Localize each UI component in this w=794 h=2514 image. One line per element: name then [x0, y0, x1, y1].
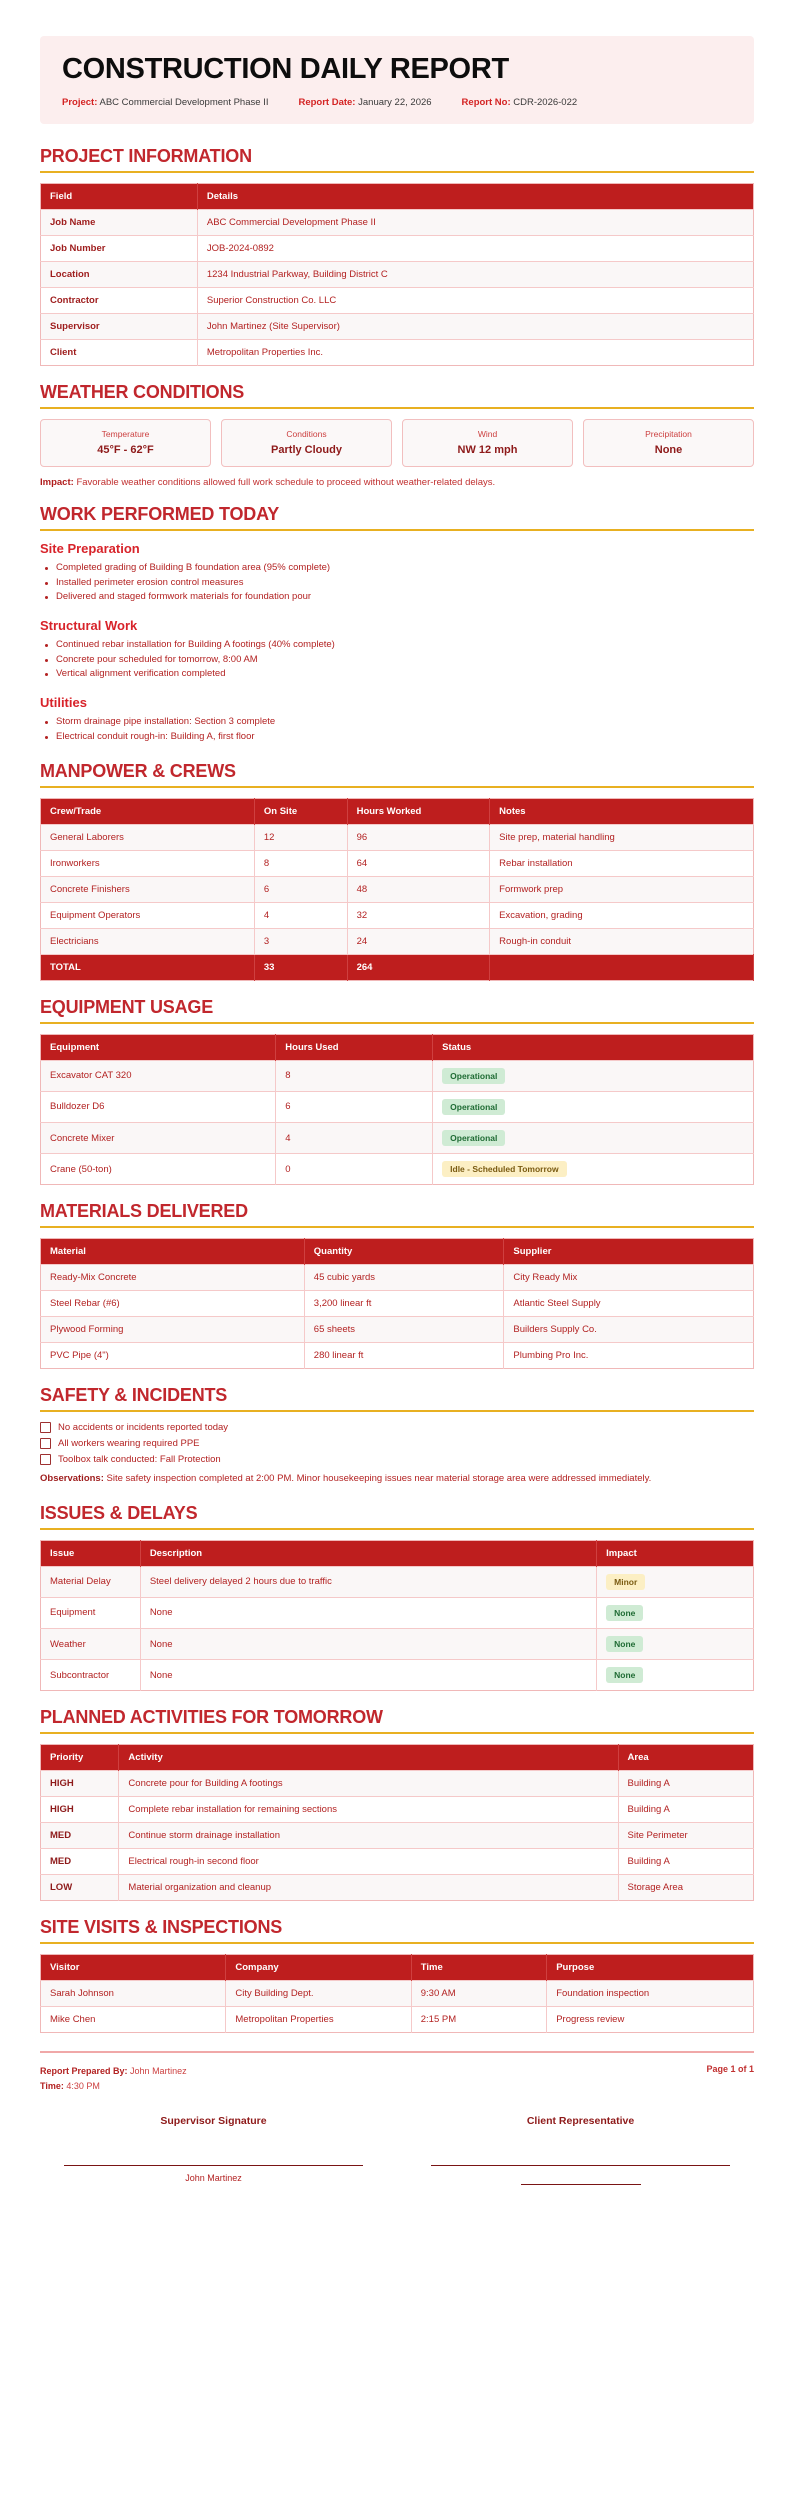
- visit-time: 9:30 AM: [411, 1981, 546, 2007]
- section-planned-activities: [40, 1707, 754, 1901]
- issue-impact: [597, 1660, 754, 1691]
- section-title-issues: ISSUES & DELAYS: [40, 1503, 754, 1530]
- material-supplier: Plumbing Pro Inc.: [504, 1343, 754, 1369]
- report-meta-row: [62, 97, 732, 108]
- col-notes: Notes: [490, 798, 754, 824]
- activity-description: Material organization and cleanup: [119, 1875, 618, 1901]
- equipment-name: Crane (50-ton): [41, 1154, 276, 1185]
- supervisor-signature-name: John Martinez: [185, 2173, 242, 2184]
- manpower-total-label: TOTAL: [41, 954, 255, 980]
- equipment-hours: 0: [276, 1154, 433, 1185]
- section-project-information: [40, 146, 754, 366]
- meta-report-date-value: January 22, 2026: [358, 96, 432, 108]
- manpower-body: [41, 824, 754, 980]
- status-badge: Idle - Scheduled Tomorrow: [442, 1161, 566, 1177]
- visits-body: [41, 1981, 754, 2033]
- section-title-planned: PLANNED ACTIVITIES FOR TOMORROW: [40, 1707, 754, 1734]
- visit-time: 2:15 PM: [411, 2007, 546, 2033]
- issue-description: Steel delivery delayed 2 hours due to traffic: [140, 1566, 596, 1597]
- work-group-title: Structural Work: [40, 618, 138, 634]
- manpower-table: [40, 798, 754, 981]
- status-badge: Operational: [442, 1099, 505, 1115]
- status-badge: Minor: [606, 1574, 645, 1590]
- supervisor-signature-line[interactable]: [64, 2165, 363, 2166]
- checkbox-icon[interactable]: [40, 1422, 51, 1433]
- activity-area: Storage Area: [618, 1875, 753, 1901]
- col-priority: Priority: [41, 1745, 119, 1771]
- materials-body: [41, 1265, 754, 1369]
- meta-project-label: Project:: [62, 96, 98, 108]
- table-row: [41, 1265, 754, 1291]
- table-row: [41, 261, 754, 287]
- project-info-details: ABC Commercial Development Phase II: [197, 209, 753, 235]
- manpower-hours: 32: [347, 902, 490, 928]
- safety-check-label: Toolbox talk conducted: Fall Protection: [58, 1454, 221, 1466]
- visitor-name: Sarah Johnson: [41, 1981, 226, 2007]
- project-information-table: [40, 183, 754, 366]
- project-info-details: John Martinez (Site Supervisor): [197, 313, 753, 339]
- project-info-details: Metropolitan Properties Inc.: [197, 339, 753, 365]
- material-supplier: City Ready Mix: [504, 1265, 754, 1291]
- equipment-status: [433, 1060, 754, 1091]
- meta-report-no: [462, 97, 578, 108]
- manpower-hours: 64: [347, 850, 490, 876]
- table-row: [41, 1660, 754, 1691]
- report-footer: [40, 2051, 754, 2225]
- table-row: [41, 928, 754, 954]
- weather-card-value: Partly Cloudy: [271, 443, 342, 456]
- table-row: [41, 1154, 754, 1185]
- manpower-crew: General Laborers: [41, 824, 255, 850]
- footer-top-row: [40, 2064, 754, 2093]
- manpower-crew: Electricians: [41, 928, 255, 954]
- status-badge: None: [606, 1605, 643, 1621]
- project-info-details: JOB-2024-0892: [197, 235, 753, 261]
- section-title-visits: SITE VISITS & INSPECTIONS: [40, 1917, 754, 1944]
- activity-priority: MED: [41, 1823, 119, 1849]
- manpower-notes: Formwork prep: [490, 876, 754, 902]
- col-issue: Issue: [41, 1540, 141, 1566]
- footer-spacer: [40, 2185, 754, 2225]
- table-row: [41, 1771, 754, 1797]
- observations-label: Observations:: [40, 1473, 104, 1485]
- list-item: Electrical conduit rough-in: Building A, first floor: [40, 730, 754, 745]
- material-quantity: 3,200 linear ft: [304, 1291, 504, 1317]
- list-item: Completed grading of Building B foundation area (95% complete): [40, 561, 754, 576]
- manpower-hours: 96: [347, 824, 490, 850]
- material-quantity: 45 cubic yards: [304, 1265, 504, 1291]
- col-hours-worked: Hours Worked: [347, 798, 490, 824]
- meta-report-no-label: Report No:: [461, 96, 511, 108]
- footer-prepared-block: [40, 2064, 187, 2093]
- table-row: [41, 1566, 754, 1597]
- section-title-weather: WEATHER CONDITIONS: [40, 382, 754, 409]
- table-row: [41, 339, 754, 365]
- work-group: [40, 695, 754, 744]
- issue-impact: [597, 1566, 754, 1597]
- table-row: [41, 850, 754, 876]
- page-title: CONSTRUCTION DAILY REPORT: [62, 53, 509, 85]
- manpower-notes: Rough-in conduit: [490, 928, 754, 954]
- material-supplier: Builders Supply Co.: [504, 1317, 754, 1343]
- work-item-list: [40, 715, 754, 744]
- client-signature-block: [417, 2115, 744, 2185]
- material-name: Ready-Mix Concrete: [41, 1265, 305, 1291]
- weather-card-value: 45°F - 62°F: [97, 443, 154, 456]
- page-number: Page 1 of 1: [706, 2064, 754, 2075]
- meta-project: [62, 97, 268, 108]
- manpower-total-row: [41, 954, 754, 980]
- col-company: Company: [226, 1955, 411, 1981]
- manpower-crew: Ironworkers: [41, 850, 255, 876]
- section-site-visits: [40, 1917, 754, 2033]
- weather-card-value: None: [654, 443, 683, 456]
- safety-check-row[interactable]: [40, 1438, 754, 1449]
- weather-card-label: Wind: [477, 428, 498, 439]
- weather-card: [221, 419, 392, 467]
- visitor-company: City Building Dept.: [226, 1981, 411, 2007]
- activity-description: Concrete pour for Building A footings: [119, 1771, 618, 1797]
- table-header-row: [41, 1034, 754, 1060]
- work-groups-container: [40, 541, 754, 745]
- issue-name: Equipment: [41, 1597, 141, 1628]
- col-time: Time: [411, 1955, 546, 1981]
- project-info-field: Supervisor: [41, 313, 198, 339]
- col-on-site: On Site: [254, 798, 347, 824]
- safety-checklist: [40, 1422, 754, 1465]
- col-area: Area: [618, 1745, 753, 1771]
- col-equipment: Equipment: [41, 1034, 276, 1060]
- checkbox-icon[interactable]: [40, 1438, 51, 1449]
- col-material: Material: [41, 1239, 305, 1265]
- visitor-company: Metropolitan Properties: [226, 2007, 411, 2033]
- section-equipment-usage: [40, 997, 754, 1186]
- activity-area: Site Perimeter: [618, 1823, 753, 1849]
- col-status: Status: [433, 1034, 754, 1060]
- weather-card-label: Precipitation: [645, 428, 692, 439]
- activity-priority: MED: [41, 1849, 119, 1875]
- table-header-row: [41, 1955, 754, 1981]
- report-header-banner: [40, 36, 754, 124]
- material-name: PVC Pipe (4"): [41, 1343, 305, 1369]
- status-badge: None: [606, 1667, 643, 1683]
- table-header-row: [41, 183, 754, 209]
- activity-area: Building A: [618, 1771, 753, 1797]
- footer-time-line: [40, 2079, 187, 2093]
- visitor-name: Mike Chen: [41, 2007, 226, 2033]
- equipment-hours: 6: [276, 1091, 433, 1122]
- table-row: [41, 1849, 754, 1875]
- table-row: [41, 209, 754, 235]
- client-signature-title: Client Representative: [526, 2115, 635, 2128]
- table-row: [41, 1629, 754, 1660]
- work-group-title: Utilities: [40, 695, 87, 711]
- weather-card: [40, 419, 211, 467]
- table-row: [41, 1343, 754, 1369]
- table-row: [41, 1291, 754, 1317]
- col-quantity: Quantity: [304, 1239, 504, 1265]
- table-row: [41, 1981, 754, 2007]
- manpower-total-hours: 264: [347, 954, 490, 980]
- time-label: Time:: [40, 2080, 64, 2091]
- material-name: Plywood Forming: [41, 1317, 305, 1343]
- weather-impact-text: Favorable weather conditions allowed full work schedule to proceed without weather-related delays.: [76, 476, 496, 488]
- equipment-table: [40, 1034, 754, 1186]
- status-badge: Operational: [442, 1130, 505, 1146]
- status-badge: None: [606, 1636, 643, 1652]
- meta-report-date: [298, 97, 431, 108]
- project-info-field: Contractor: [41, 287, 198, 313]
- project-info-details: 1234 Industrial Parkway, Building District C: [197, 261, 753, 287]
- client-signature-line[interactable]: [431, 2165, 730, 2166]
- activity-area: Building A: [618, 1849, 753, 1875]
- section-title-work-performed: WORK PERFORMED TODAY: [40, 504, 754, 531]
- section-title-manpower: MANPOWER & CREWS: [40, 761, 754, 788]
- material-quantity: 65 sheets: [304, 1317, 504, 1343]
- work-group-title: Site Preparation: [40, 540, 140, 556]
- manpower-hours: 48: [347, 876, 490, 902]
- section-title-equipment: EQUIPMENT USAGE: [40, 997, 754, 1024]
- manpower-notes: Site prep, material handling: [490, 824, 754, 850]
- manpower-on-site: 12: [254, 824, 347, 850]
- manpower-crew: Equipment Operators: [41, 902, 255, 928]
- list-item: Vertical alignment verification completed: [40, 667, 754, 682]
- issue-name: Material Delay: [41, 1566, 141, 1597]
- activity-area: Building A: [618, 1797, 753, 1823]
- list-item: Installed perimeter erosion control measures: [40, 576, 754, 591]
- safety-check-label: All workers wearing required PPE: [58, 1438, 200, 1450]
- issue-description: None: [140, 1597, 596, 1628]
- col-activity: Activity: [119, 1745, 618, 1771]
- list-item: Concrete pour scheduled for tomorrow, 8:00 AM: [40, 653, 754, 668]
- list-item: Continued rebar installation for Building A footings (40% complete): [40, 638, 754, 653]
- issue-impact: [597, 1597, 754, 1628]
- material-quantity: 280 linear ft: [304, 1343, 504, 1369]
- equipment-hours: 4: [276, 1123, 433, 1154]
- manpower-crew: Concrete Finishers: [41, 876, 255, 902]
- weather-card-label: Temperature: [101, 428, 150, 439]
- equipment-body: [41, 1060, 754, 1185]
- col-purpose: Purpose: [547, 1955, 754, 1981]
- work-group: [40, 618, 754, 682]
- issue-name: Subcontractor: [41, 1660, 141, 1691]
- work-group: [40, 541, 754, 605]
- site-visits-table: [40, 1954, 754, 2033]
- table-row: [41, 2007, 754, 2033]
- project-info-details: Superior Construction Co. LLC: [197, 287, 753, 313]
- equipment-hours: 8: [276, 1060, 433, 1091]
- project-info-field: Job Number: [41, 235, 198, 261]
- issue-description: None: [140, 1660, 596, 1691]
- equipment-name: Excavator CAT 320: [41, 1060, 276, 1091]
- work-item-list: [40, 561, 754, 605]
- manpower-on-site: 6: [254, 876, 347, 902]
- status-badge: Operational: [442, 1068, 505, 1084]
- planned-activities-table: [40, 1744, 754, 1901]
- table-row: [41, 1823, 754, 1849]
- section-work-performed: [40, 504, 754, 745]
- table-row: [41, 1317, 754, 1343]
- table-row: [41, 235, 754, 261]
- col-crew-trade: Crew/Trade: [41, 798, 255, 824]
- supervisor-signature-block: [50, 2115, 377, 2185]
- activity-description: Electrical rough-in second floor: [119, 1849, 618, 1875]
- project-info-field: Location: [41, 261, 198, 287]
- planned-body: [41, 1771, 754, 1901]
- col-details: Details: [197, 183, 753, 209]
- col-supplier: Supplier: [504, 1239, 754, 1265]
- prepared-by-value: John Martinez: [130, 2066, 187, 2077]
- table-row: [41, 902, 754, 928]
- visit-purpose: Progress review: [547, 2007, 754, 2033]
- activity-priority: HIGH: [41, 1797, 119, 1823]
- manpower-notes: Excavation, grading: [490, 902, 754, 928]
- equipment-status: [433, 1091, 754, 1122]
- list-item: Delivered and staged formwork materials for foundation pour: [40, 590, 754, 605]
- col-impact: Impact: [597, 1540, 754, 1566]
- manpower-on-site: 4: [254, 902, 347, 928]
- table-row: [41, 1123, 754, 1154]
- issues-table: [40, 1540, 754, 1692]
- table-row: [41, 287, 754, 313]
- section-title-safety: SAFETY & INCIDENTS: [40, 1385, 754, 1412]
- supervisor-signature-title: Supervisor Signature: [160, 2115, 267, 2128]
- manpower-notes: Rebar installation: [490, 850, 754, 876]
- col-hours-used: Hours Used: [276, 1034, 433, 1060]
- section-title-materials: MATERIALS DELIVERED: [40, 1201, 754, 1228]
- checkbox-icon[interactable]: [40, 1454, 51, 1465]
- weather-card-value: NW 12 mph: [457, 443, 518, 456]
- list-item: Storm drainage pipe installation: Section 3 complete: [40, 715, 754, 730]
- client-signature-name: [521, 2173, 641, 2185]
- work-item-list: [40, 638, 754, 682]
- weather-card-label: Conditions: [286, 428, 327, 439]
- activity-priority: HIGH: [41, 1771, 119, 1797]
- col-visitor: Visitor: [41, 1955, 226, 1981]
- visit-purpose: Foundation inspection: [547, 1981, 754, 2007]
- section-issues-delays: [40, 1503, 754, 1692]
- section-materials-delivered: [40, 1201, 754, 1369]
- table-header-row: [41, 1239, 754, 1265]
- prepared-by-label: Report Prepared By:: [40, 2066, 128, 2077]
- section-title-project-information: PROJECT INFORMATION: [40, 146, 754, 173]
- project-info-field: Job Name: [41, 209, 198, 235]
- weather-card-grid: [40, 419, 754, 467]
- weather-impact: [40, 477, 754, 488]
- safety-check-row[interactable]: [40, 1454, 754, 1465]
- table-row: [41, 313, 754, 339]
- activity-description: Continue storm drainage installation: [119, 1823, 618, 1849]
- table-row: [41, 824, 754, 850]
- weather-impact-label: Impact:: [40, 476, 74, 488]
- manpower-total-on-site: 33: [254, 954, 347, 980]
- equipment-name: Concrete Mixer: [41, 1123, 276, 1154]
- table-row: [41, 1597, 754, 1628]
- activity-description: Complete rebar installation for remaining sections: [119, 1797, 618, 1823]
- signature-area: [40, 2115, 754, 2185]
- manpower-on-site: 8: [254, 850, 347, 876]
- section-safety-incidents: [40, 1385, 754, 1486]
- table-row: [41, 1875, 754, 1901]
- table-header-row: [41, 798, 754, 824]
- time-value: 4:30 PM: [66, 2080, 100, 2091]
- materials-table: [40, 1238, 754, 1369]
- meta-project-value: ABC Commercial Development Phase II: [99, 96, 269, 108]
- col-field: Field: [41, 183, 198, 209]
- table-header-row: [41, 1540, 754, 1566]
- table-row: [41, 1060, 754, 1091]
- equipment-name: Bulldozer D6: [41, 1091, 276, 1122]
- observations-text: Site safety inspection completed at 2:00 PM. Minor housekeeping issues near material storage area were addressed immediately.: [106, 1473, 652, 1485]
- material-name: Steel Rebar (#6): [41, 1291, 305, 1317]
- weather-card: [583, 419, 754, 467]
- project-info-field: Client: [41, 339, 198, 365]
- col-description: Description: [140, 1540, 596, 1566]
- safety-check-row[interactable]: [40, 1422, 754, 1433]
- section-manpower: [40, 761, 754, 981]
- table-row: [41, 1091, 754, 1122]
- issue-impact: [597, 1629, 754, 1660]
- meta-report-date-label: Report Date:: [298, 96, 356, 108]
- equipment-status: [433, 1123, 754, 1154]
- weather-card: [402, 419, 573, 467]
- manpower-hours: 24: [347, 928, 490, 954]
- footer-prepared-line: [40, 2064, 187, 2078]
- activity-priority: LOW: [41, 1875, 119, 1901]
- issue-name: Weather: [41, 1629, 141, 1660]
- manpower-on-site: 3: [254, 928, 347, 954]
- meta-report-no-value: CDR-2026-022: [513, 96, 578, 108]
- issues-body: [41, 1566, 754, 1691]
- issue-description: None: [140, 1629, 596, 1660]
- safety-check-label: No accidents or incidents reported today: [58, 1422, 229, 1434]
- table-row: [41, 876, 754, 902]
- material-supplier: Atlantic Steel Supply: [504, 1291, 754, 1317]
- table-header-row: [41, 1745, 754, 1771]
- section-weather-conditions: [40, 382, 754, 488]
- project-information-body: [41, 209, 754, 365]
- equipment-status: [433, 1154, 754, 1185]
- safety-observations: [40, 1472, 754, 1486]
- table-row: [41, 1797, 754, 1823]
- manpower-total-notes: [490, 954, 754, 980]
